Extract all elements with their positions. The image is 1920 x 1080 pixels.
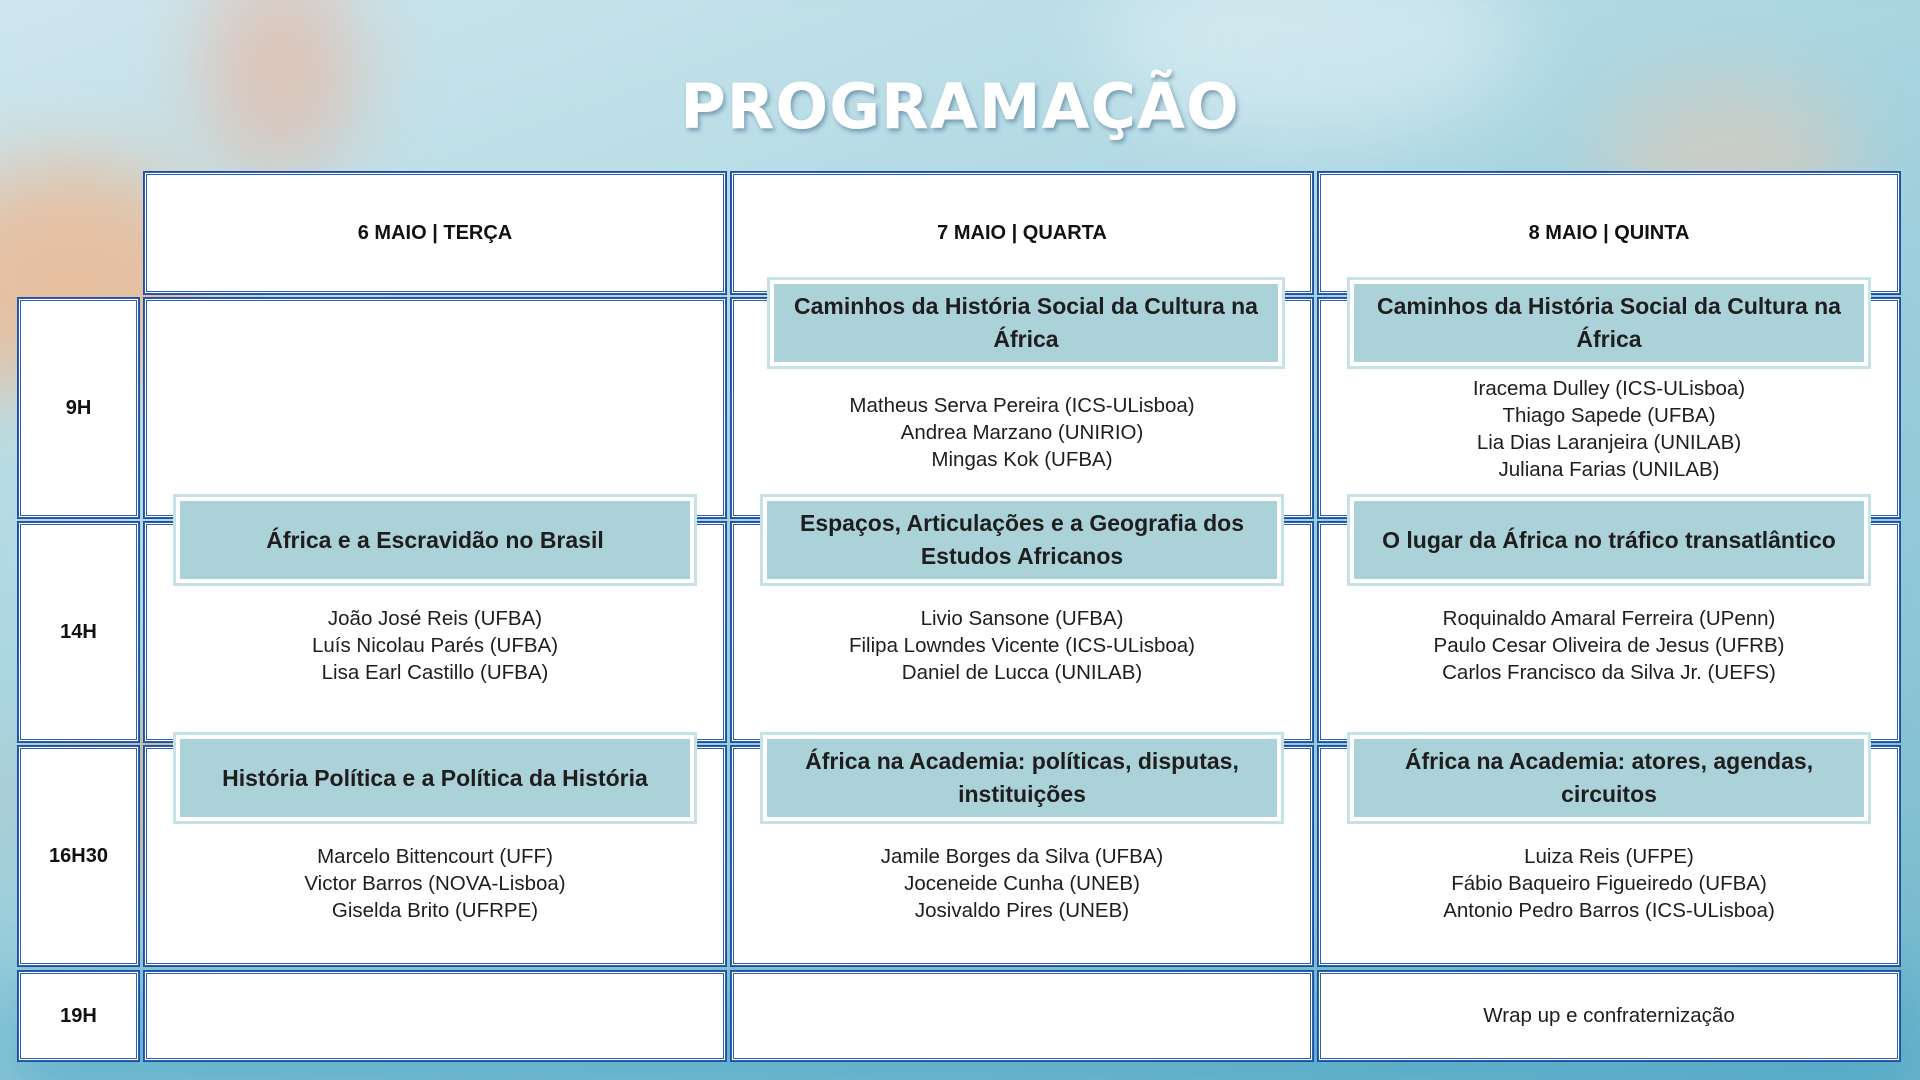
- grid-cell: [144, 298, 726, 518]
- page-title: PROGRAMAÇÃO: [680, 70, 1240, 143]
- session-title: História Política e a Política da História: [176, 735, 694, 821]
- time-label-9h: 9H: [18, 298, 139, 518]
- speaker: Paulo Cesar Oliveira de Jesus (UFRB): [1433, 634, 1785, 657]
- session-title: África e a Escravidão no Brasil: [176, 497, 694, 583]
- day-header-2: 7 MAIO | QUARTA: [731, 172, 1313, 294]
- speaker: João José Reis (UFBA): [327, 607, 543, 630]
- speaker: Matheus Serva Pereira (ICS-ULisboa): [849, 394, 1195, 417]
- speaker: Carlos Francisco da Silva Jr. (UEFS): [1442, 661, 1776, 684]
- speaker: Mingas Kok (UFBA): [931, 448, 1113, 471]
- speaker-list: [1327, 605, 1891, 686]
- time-label-16h30: 16H30: [18, 746, 139, 966]
- speaker: Jamile Borges da Silva (UFBA): [880, 845, 1164, 868]
- session-title: África na Academia: políticas, disputas, instituições: [763, 735, 1281, 821]
- speaker: Livio Sansone (UFBA): [920, 607, 1124, 630]
- speaker: Joceneide Cunha (UNEB): [904, 872, 1140, 895]
- speaker: Fábio Baqueiro Figueiredo (UFBA): [1451, 872, 1767, 895]
- day-header-3: 8 MAIO | QUINTA: [1318, 172, 1900, 294]
- session-title: Espaços, Articulações e a Geografia dos Estudos Africanos: [763, 497, 1281, 583]
- session-title: África na Academia: atores, agendas, circuitos: [1350, 735, 1868, 821]
- speaker-list: [740, 605, 1304, 686]
- speaker: Lisa Earl Castillo (UFBA): [321, 661, 549, 684]
- speaker: Lia Dias Laranjeira (UNILAB): [1476, 431, 1742, 454]
- speaker-list: [153, 843, 717, 924]
- speaker-list: [1327, 375, 1891, 483]
- speaker: Josivaldo Pires (UNEB): [914, 899, 1130, 922]
- speaker: Luiza Reis (UFPE): [1524, 845, 1694, 868]
- speaker: Giselda Brito (UFRPE): [331, 899, 539, 922]
- speaker-list: [1327, 843, 1891, 924]
- speaker: Juliana Farias (UNILAB): [1498, 458, 1720, 481]
- speaker: Antonio Pedro Barros (ICS-ULisboa): [1443, 899, 1775, 922]
- session-title: O lugar da África no tráfico transatlântico: [1350, 497, 1868, 583]
- speaker: Victor Barros (NOVA-Lisboa): [304, 872, 566, 895]
- grid-cell: [144, 971, 726, 1061]
- closing-cell: [1318, 971, 1900, 1061]
- speaker-list: [740, 843, 1304, 924]
- session-title: Caminhos da História Social da Cultura na África: [770, 280, 1282, 366]
- speaker: Andrea Marzano (UNIRIO): [900, 421, 1144, 444]
- speaker: Thiago Sapede (UFBA): [1502, 404, 1716, 427]
- grid-cell: [731, 971, 1313, 1061]
- speaker-list: [153, 605, 717, 686]
- time-label-14h: 14H: [18, 522, 139, 742]
- time-label-19h: 19H: [18, 971, 139, 1061]
- speaker: Luís Nicolau Parés (UFBA): [311, 634, 559, 657]
- speaker: Marcelo Bittencourt (UFF): [317, 845, 553, 868]
- session-title: Caminhos da História Social da Cultura na África: [1350, 280, 1868, 366]
- closing-label: Wrap up e confraternização: [1483, 1004, 1735, 1027]
- day-header-1: 6 MAIO | TERÇA: [144, 172, 726, 294]
- speaker-list: [740, 392, 1304, 473]
- speaker: Filipa Lowndes Vicente (ICS-ULisboa): [848, 634, 1195, 657]
- speaker: Roquinaldo Amaral Ferreira (UPenn): [1442, 607, 1776, 630]
- speaker: Iracema Dulley (ICS-ULisboa): [1472, 377, 1746, 400]
- speaker: Daniel de Lucca (UNILAB): [901, 661, 1143, 684]
